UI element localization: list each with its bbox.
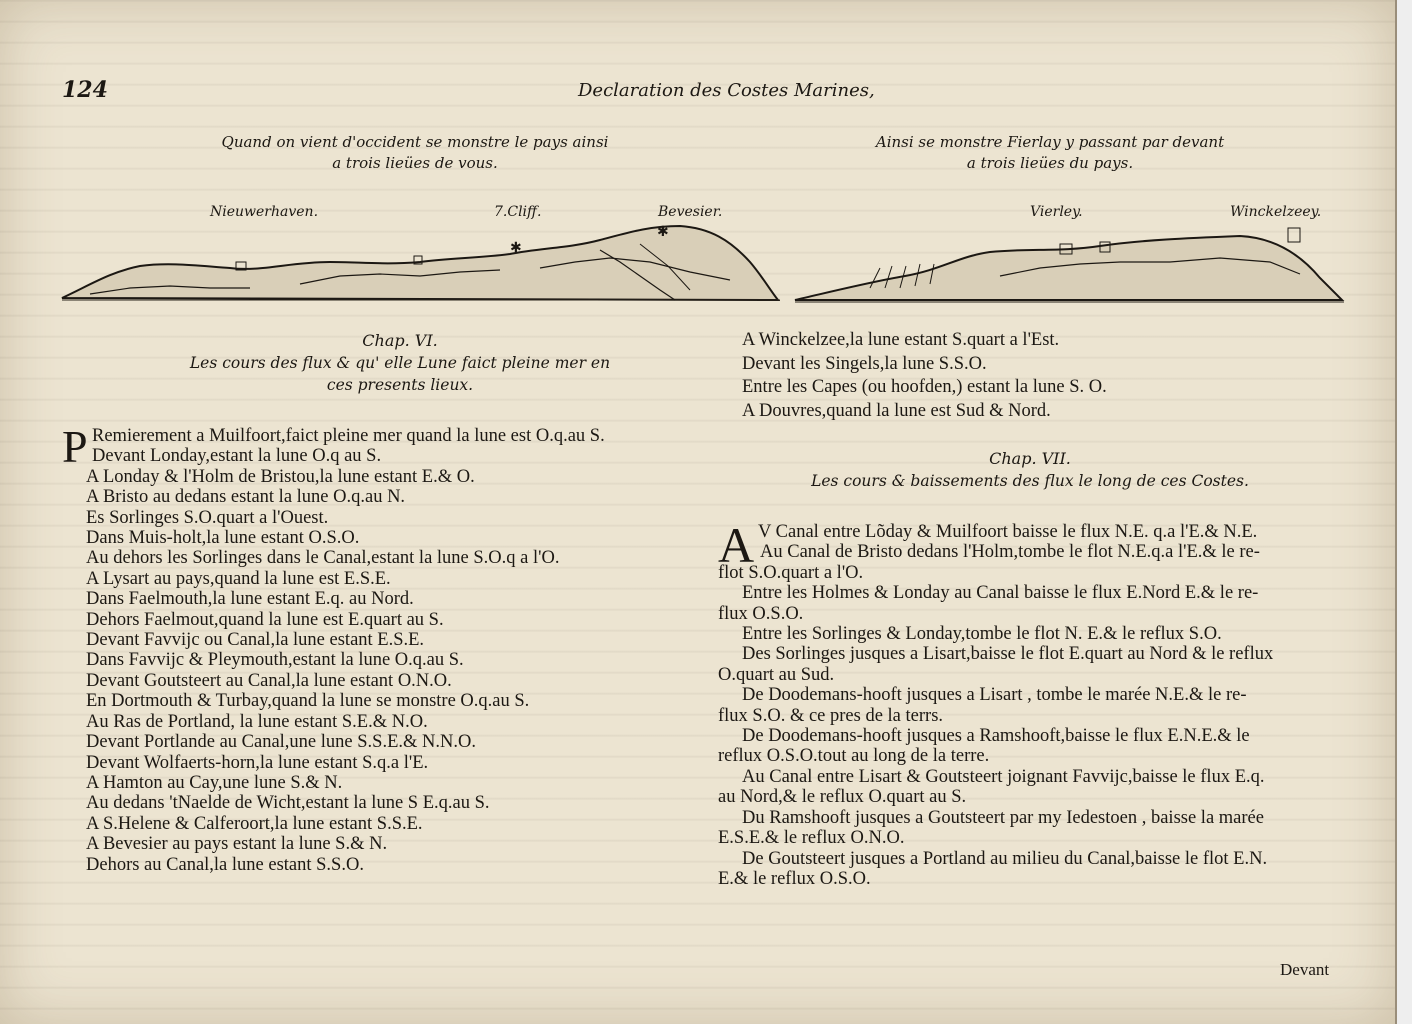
tide-line: Dans Faelmouth,la lune estant E.q. au Nord. (86, 589, 414, 610)
tide-line: A Winckelzee,la lune estant S.quart a l'Est. (742, 330, 1060, 350)
right-coast-profile (795, 228, 1344, 302)
text-line: De Goutsteert jusques a Portland au milieu du Canal,baisse le flot E.N. (742, 848, 1268, 869)
text-line: E.S.E.& le reflux O.N.O. (718, 828, 905, 849)
tide-line: A Lysart au pays,quand la lune est E.S.E. (86, 568, 391, 589)
text-line: Entre les Holmes & Londay au Canal baisse le flux E.Nord E.& le re- (742, 583, 1259, 604)
text-line: flux S.O. & ce pres de la terrs. (718, 705, 944, 726)
text-line: Au Canal de Bristo dedans l'Holm,tombe le flot N.E.q.a l'E.& le re- (760, 542, 1260, 563)
tide-line: Au Ras de Portland, la lune estant S.E.& N.O. (86, 711, 428, 732)
paragraph (718, 849, 1323, 890)
chapter-7-heading: Chap. VII. (989, 449, 1071, 468)
text-line: E.& le reflux O.S.O. (718, 868, 871, 889)
tide-line: Devant Favvijc ou Canal,la lune estant E.S.E. (86, 630, 425, 651)
text-line: flux O.S.O. (718, 603, 804, 624)
text-line: O.quart au Sud. (718, 664, 835, 685)
chapter-6-subtitle-line: Les cours des flux & qu' elle Lune faict pleine mer en (189, 354, 611, 372)
adjacent-page-edge (1395, 0, 1412, 1024)
paragraph (718, 685, 1323, 726)
tide-line: Devant Goutsteert au Canal,la lune estant O.N.O. (86, 670, 452, 691)
tide-line: Devant Londay,estant la lune O.q au S. (92, 446, 382, 467)
place-label-bevesier: Bevesier. (658, 204, 723, 220)
text-line: Des Sorlinges jusques a Lisart,baisse le flot E.quart au Nord & le reflux (742, 644, 1274, 665)
tide-line: Dans Muis-holt,la lune estant O.S.O. (86, 528, 360, 549)
paragraph (718, 808, 1323, 849)
tide-line: Dehors au Canal,la lune estant S.S.O. (86, 854, 364, 875)
place-label-cliff: 7.Cliff. (494, 204, 542, 220)
left-coast-profile (62, 224, 780, 300)
text-line: au Nord,& le reflux O.quart au S. (718, 787, 967, 808)
tide-line: A Douvres,quand la lune est Sud & Nord. (742, 400, 1051, 421)
tide-line: En Dortmouth & Turbay,quand la lune se monstre O.q.au S. (86, 691, 530, 712)
paragraph (718, 644, 1323, 685)
tide-line: A S.Helene & Calferoort,la lune estant S.S.E. (86, 813, 423, 834)
paragraph (718, 517, 1323, 583)
text-line: De Doodemans-hooft jusques a Ramshooft,baisse le flux E.N.E.& le (742, 726, 1250, 747)
chapter-6-tide-list (86, 426, 726, 875)
chapter-6-heading: Chap. VI. (362, 331, 438, 350)
place-label-vierley: Vierley. (1030, 204, 1083, 220)
tide-line: Au dedans 'tNaelde de Wicht,estant la lune S E.q.au S. (86, 793, 490, 814)
chapter-6-heading-block (140, 330, 660, 396)
text-line: flot S.O.quart a l'O. (718, 562, 864, 583)
tide-line: A Hamton au Cay,une lune S.& N. (86, 772, 343, 793)
paragraph (718, 767, 1323, 808)
tide-line: Entre les Capes (ou hoofden,) estant la lune S. O. (742, 377, 1107, 397)
paragraph (718, 583, 1323, 624)
text-line: Du Ramshooft jusques a Goutsteert par my Iedestoen , baisse la marée (742, 807, 1264, 828)
paragraph (718, 726, 1323, 767)
tide-line: Dans Favvijc & Pleymouth,estant la lune O.q.au S. (86, 650, 464, 671)
tide-line: A Bristo au dedans estant la lune O.q.au N. (86, 487, 406, 508)
coastal-profile-engraving (0, 0, 1395, 320)
text-line: V Canal entre Lõday & Muilfoort baisse le flux N.E. q.a l'E.& N.E. (758, 522, 1258, 542)
text-line: Au Canal entre Lisart & Goutsteert joignant Favvijc,baisse le flux E.q. (742, 766, 1265, 787)
tide-line: A Londay & l'Holm de Bristou,la lune estant E.& O. (86, 466, 475, 487)
chapter-7-subtitle: Les cours & baissements des flux le long de ces Costes. (811, 472, 1249, 490)
text-line: reflux O.S.O.tout au long de la terre. (718, 746, 990, 767)
left-view-caption-line: Quand on vient d'occident se monstre le pays ainsi (221, 133, 609, 151)
svg-text:✱: ✱ (657, 224, 669, 240)
right-view-caption-line: Ainsi se monstre Fierlay y passant par devant (875, 133, 1225, 151)
text-line: Entre les Sorlinges & Londay,tombe le flot N. E.& le reflux S.O. (742, 624, 1222, 645)
running-title: Declaration des Costes Marines, (578, 80, 875, 101)
tide-line: Devant Wolfaerts-horn,la lune estant S.q.a l'E. (86, 752, 429, 773)
chapter-6-subtitle-line: ces presents lieux. (326, 376, 474, 394)
tide-line: Dehors Faelmout,quand la lune est E.quart au S. (86, 609, 444, 630)
chapter-6-drop-cap: P (62, 421, 88, 472)
tide-line: Devant les Singels,la lune S.S.O. (742, 353, 987, 374)
text-line: De Doodemans-hooft jusques a Lisart , tombe le marée N.E.& le re- (742, 685, 1247, 706)
tide-line: Es Sorlinges S.O.quart a l'Ouest. (86, 507, 329, 528)
paragraph (718, 624, 1323, 644)
chapter-7-currents-text (718, 517, 1323, 889)
left-view-caption-line: a trois lieües de vous. (332, 154, 498, 172)
place-label-nieuwerhaven: Nieuwerhaven. (210, 204, 319, 220)
chapter-7-drop-cap: A (718, 517, 755, 573)
tide-line: Remierement a Muilfoort,faict pleine mer quand la lune est O.q.au S. (92, 426, 605, 446)
catchword: Devant (1280, 960, 1330, 979)
right-view-caption-line: a trois lieües du pays. (966, 154, 1134, 172)
page-number: 124 (62, 77, 108, 103)
tide-line: Devant Portlande au Canal,une lune S.S.E.& N.N.O. (86, 732, 476, 753)
svg-text:✱: ✱ (510, 240, 522, 256)
tide-line: Au dehors les Sorlinges dans le Canal,estant la lune S.O.q a l'O. (86, 548, 560, 569)
chapter-6-tide-list-continued (718, 329, 1323, 423)
tide-line: A Bevesier au pays estant la lune S.& N. (86, 834, 388, 855)
place-label-winckelzeey: Winckelzeey. (1230, 204, 1322, 220)
chapter-7-heading-block (770, 448, 1290, 492)
